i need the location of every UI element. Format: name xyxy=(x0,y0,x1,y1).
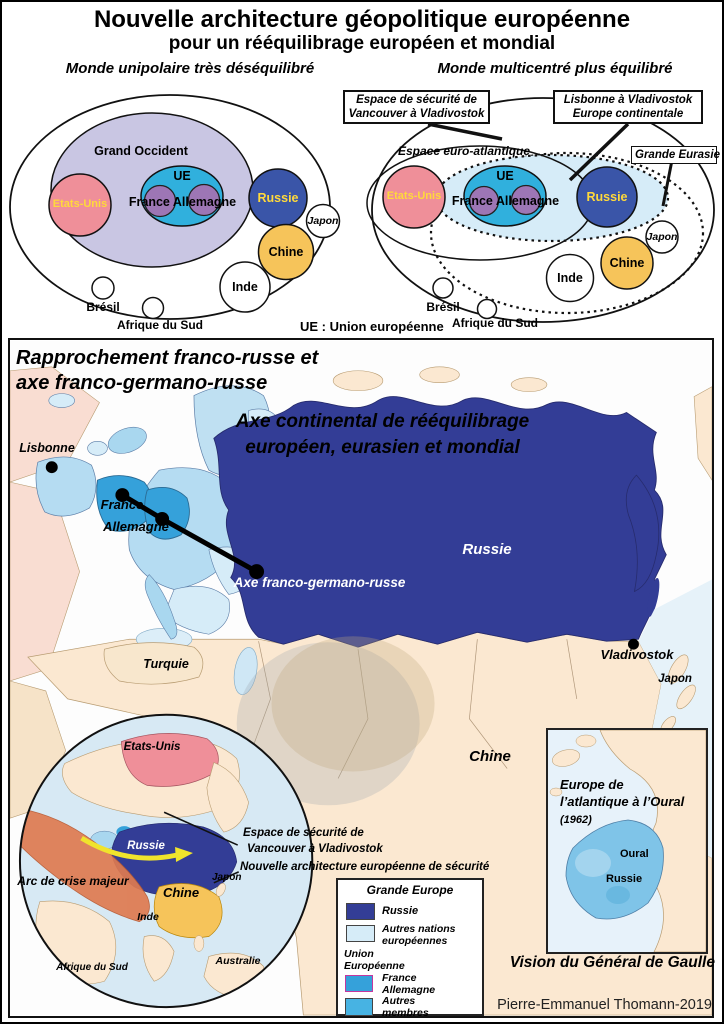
multipolar-france-allemagne-label xyxy=(448,194,563,208)
legend-swatch-russie xyxy=(346,903,375,920)
inset-map-oural xyxy=(546,728,708,954)
map-japon-label: Japon xyxy=(658,673,692,685)
unipolar-allemagne-label: Allemagne xyxy=(172,195,237,209)
unipolar-france-label: France xyxy=(128,195,170,209)
map-heading-line1: Rapprochement franco-russe et xyxy=(16,347,319,369)
asie-centrale-ombre2 xyxy=(272,636,435,771)
map-france-label: France xyxy=(100,497,144,512)
axis-title xyxy=(215,409,550,461)
legend-label-autres-nations xyxy=(382,923,456,947)
legend-label-france-allemagne xyxy=(382,972,435,996)
diagrams-canvas xyxy=(0,0,724,338)
point-lisbonne xyxy=(46,461,58,473)
unipolar-title: Monde unipolaire très déséquilibré xyxy=(65,60,315,77)
multipolar-bresil-circle xyxy=(433,278,453,298)
box-vancouver-line2: Vancouver à Vladivostok xyxy=(348,108,485,120)
multipolar-allemagne-label: Allemagne xyxy=(495,194,560,208)
globe-russie-label: Russie xyxy=(127,840,165,852)
unipolar-chine-label: Chine xyxy=(268,245,304,259)
legend-swatch-autres-nations xyxy=(346,925,375,942)
unipolar-russie-label: Russie xyxy=(257,191,299,205)
lisbonne-label: Lisbonne xyxy=(19,441,75,455)
multipolar-title: Monde multicentré plus équilibré xyxy=(437,60,673,77)
map-chine-label: Chine xyxy=(469,748,511,765)
axis-title-line2: européen, eurasien et mondial xyxy=(245,437,520,458)
annotation-espace-securite xyxy=(243,825,383,857)
inset-canvas xyxy=(548,730,706,952)
inset-oural-label: Oural xyxy=(620,848,649,860)
map-heading xyxy=(16,346,318,396)
multipolar-inde-label: Inde xyxy=(557,271,583,285)
legend-autres-nations-line2: européennes xyxy=(382,935,448,947)
legend-france-line: France xyxy=(382,972,417,984)
globe-inde-label: Inde xyxy=(137,911,159,923)
legend-autres-membres-line2: membres xyxy=(382,1007,429,1019)
multipolar-bresil-label: Brésil xyxy=(426,300,460,314)
axe-label: Axe franco-germano-russe xyxy=(233,575,406,590)
grand-occident-label: Grand Occident xyxy=(94,144,188,158)
vladivostok-label: Vladivostok xyxy=(600,647,674,662)
map-heading-line2: axe franco-germano-russe xyxy=(16,372,268,394)
legend-subheading-union-europeenne xyxy=(344,948,405,972)
espace-euro-atlantique-label: Espace euro-atlantique xyxy=(398,144,531,158)
axis-title-line1: Axe continental de rééquilibrage xyxy=(235,411,530,432)
unipolar-afrique-circle xyxy=(143,298,164,319)
legend-union-line1: Union xyxy=(344,948,374,960)
legend-title: Grande Europe xyxy=(366,883,454,897)
box-vancouver-line1: Espace de sécurité de xyxy=(356,94,477,106)
vision-caption: Vision du Général de Gaulle xyxy=(509,954,715,971)
multipolar-afrique-label: Afrique du Sud xyxy=(452,316,538,330)
inset-year: (1962) xyxy=(560,814,592,826)
unipolar-france-allemagne-label xyxy=(125,195,240,209)
legend-allemagne-line: Allemagne xyxy=(382,984,436,996)
legend-box xyxy=(336,878,484,1019)
land-iberie xyxy=(36,457,96,516)
ue-note: UE : Union européenne xyxy=(300,319,444,334)
map-turquie-label: Turquie xyxy=(143,657,189,671)
globe-afrique-label: Afrique du Sud xyxy=(56,962,128,973)
label-box-grande-eurasie xyxy=(631,146,721,164)
globe-chine-label: Chine xyxy=(162,885,200,900)
unipolar-ue-label: UE xyxy=(173,169,191,183)
annotation-espace-line1: Espace de sécurité de xyxy=(243,827,364,839)
unipolar-afrique-label: Afrique du Sud xyxy=(117,318,203,332)
legend-label-russie: Russie xyxy=(382,905,419,917)
unipolar-bresil-label: Brésil xyxy=(86,300,120,314)
multipolar-ue-label: UE xyxy=(496,169,514,183)
globe-etats-unis-label: Etats-Unis xyxy=(123,741,181,753)
page-title: Nouvelle architecture géopolitique européenne xyxy=(93,6,631,33)
globe-australie-label: Australie xyxy=(215,955,261,967)
credit: Pierre-Emmanuel Thomann-2019 xyxy=(497,997,712,1013)
multipolar-chine-label: Chine xyxy=(609,256,645,270)
multipolar-russie-label: Russie xyxy=(586,190,628,204)
annotation-nouvelle-architecture: Nouvelle architecture européenne de sécurité xyxy=(240,861,490,873)
inset-title-line2: l’atlantique à l’Oural xyxy=(560,794,685,809)
legend-label-autres-membres xyxy=(382,995,429,1019)
legend-swatch-france-allemagne xyxy=(345,975,373,992)
legend-autres-membres-line1: Autres xyxy=(382,995,416,1007)
multipolar-japon-label: Japon xyxy=(646,231,678,243)
unipolar-bresil-circle xyxy=(92,277,114,299)
arc-de-crise-label: Arc de crise majeur xyxy=(17,874,129,888)
inset-title-line1: Europe de xyxy=(560,777,624,792)
legend-autres-nations-line1: Autres nations xyxy=(382,923,456,935)
inset-russie-label: Russie xyxy=(606,873,643,885)
box-lisbonne-line2: Europe continentale xyxy=(572,108,684,120)
globe-japon-label: Japon xyxy=(212,872,242,883)
legend-swatch-autres-membres xyxy=(345,998,373,1016)
unipolar-etats-unis-label: Etats-Unis xyxy=(52,198,108,210)
unipolar-japon-label: Japon xyxy=(307,215,339,227)
map-russie-label: Russie xyxy=(462,541,512,558)
page-subtitle: pour un rééquilibrage européen et mondial xyxy=(168,33,556,54)
multipolar-etats-unis-label: Etats-Unis xyxy=(386,190,442,202)
map-allemagne-label: Allemagne xyxy=(103,519,169,534)
label-box-vancouver xyxy=(343,90,490,124)
annotation-espace-line2: Vancouver à Vladivostok xyxy=(247,843,383,855)
unipolar-inde-label: Inde xyxy=(232,280,258,294)
label-box-lisbonne xyxy=(553,90,703,124)
legend-union-line2: Européenne xyxy=(344,960,405,972)
multipolar-france-label: France xyxy=(451,194,493,208)
box-grande-eurasie-label: Grande Eurasie xyxy=(635,149,721,161)
box-lisbonne-line1: Lisbonne à Vladivostok xyxy=(563,94,693,106)
